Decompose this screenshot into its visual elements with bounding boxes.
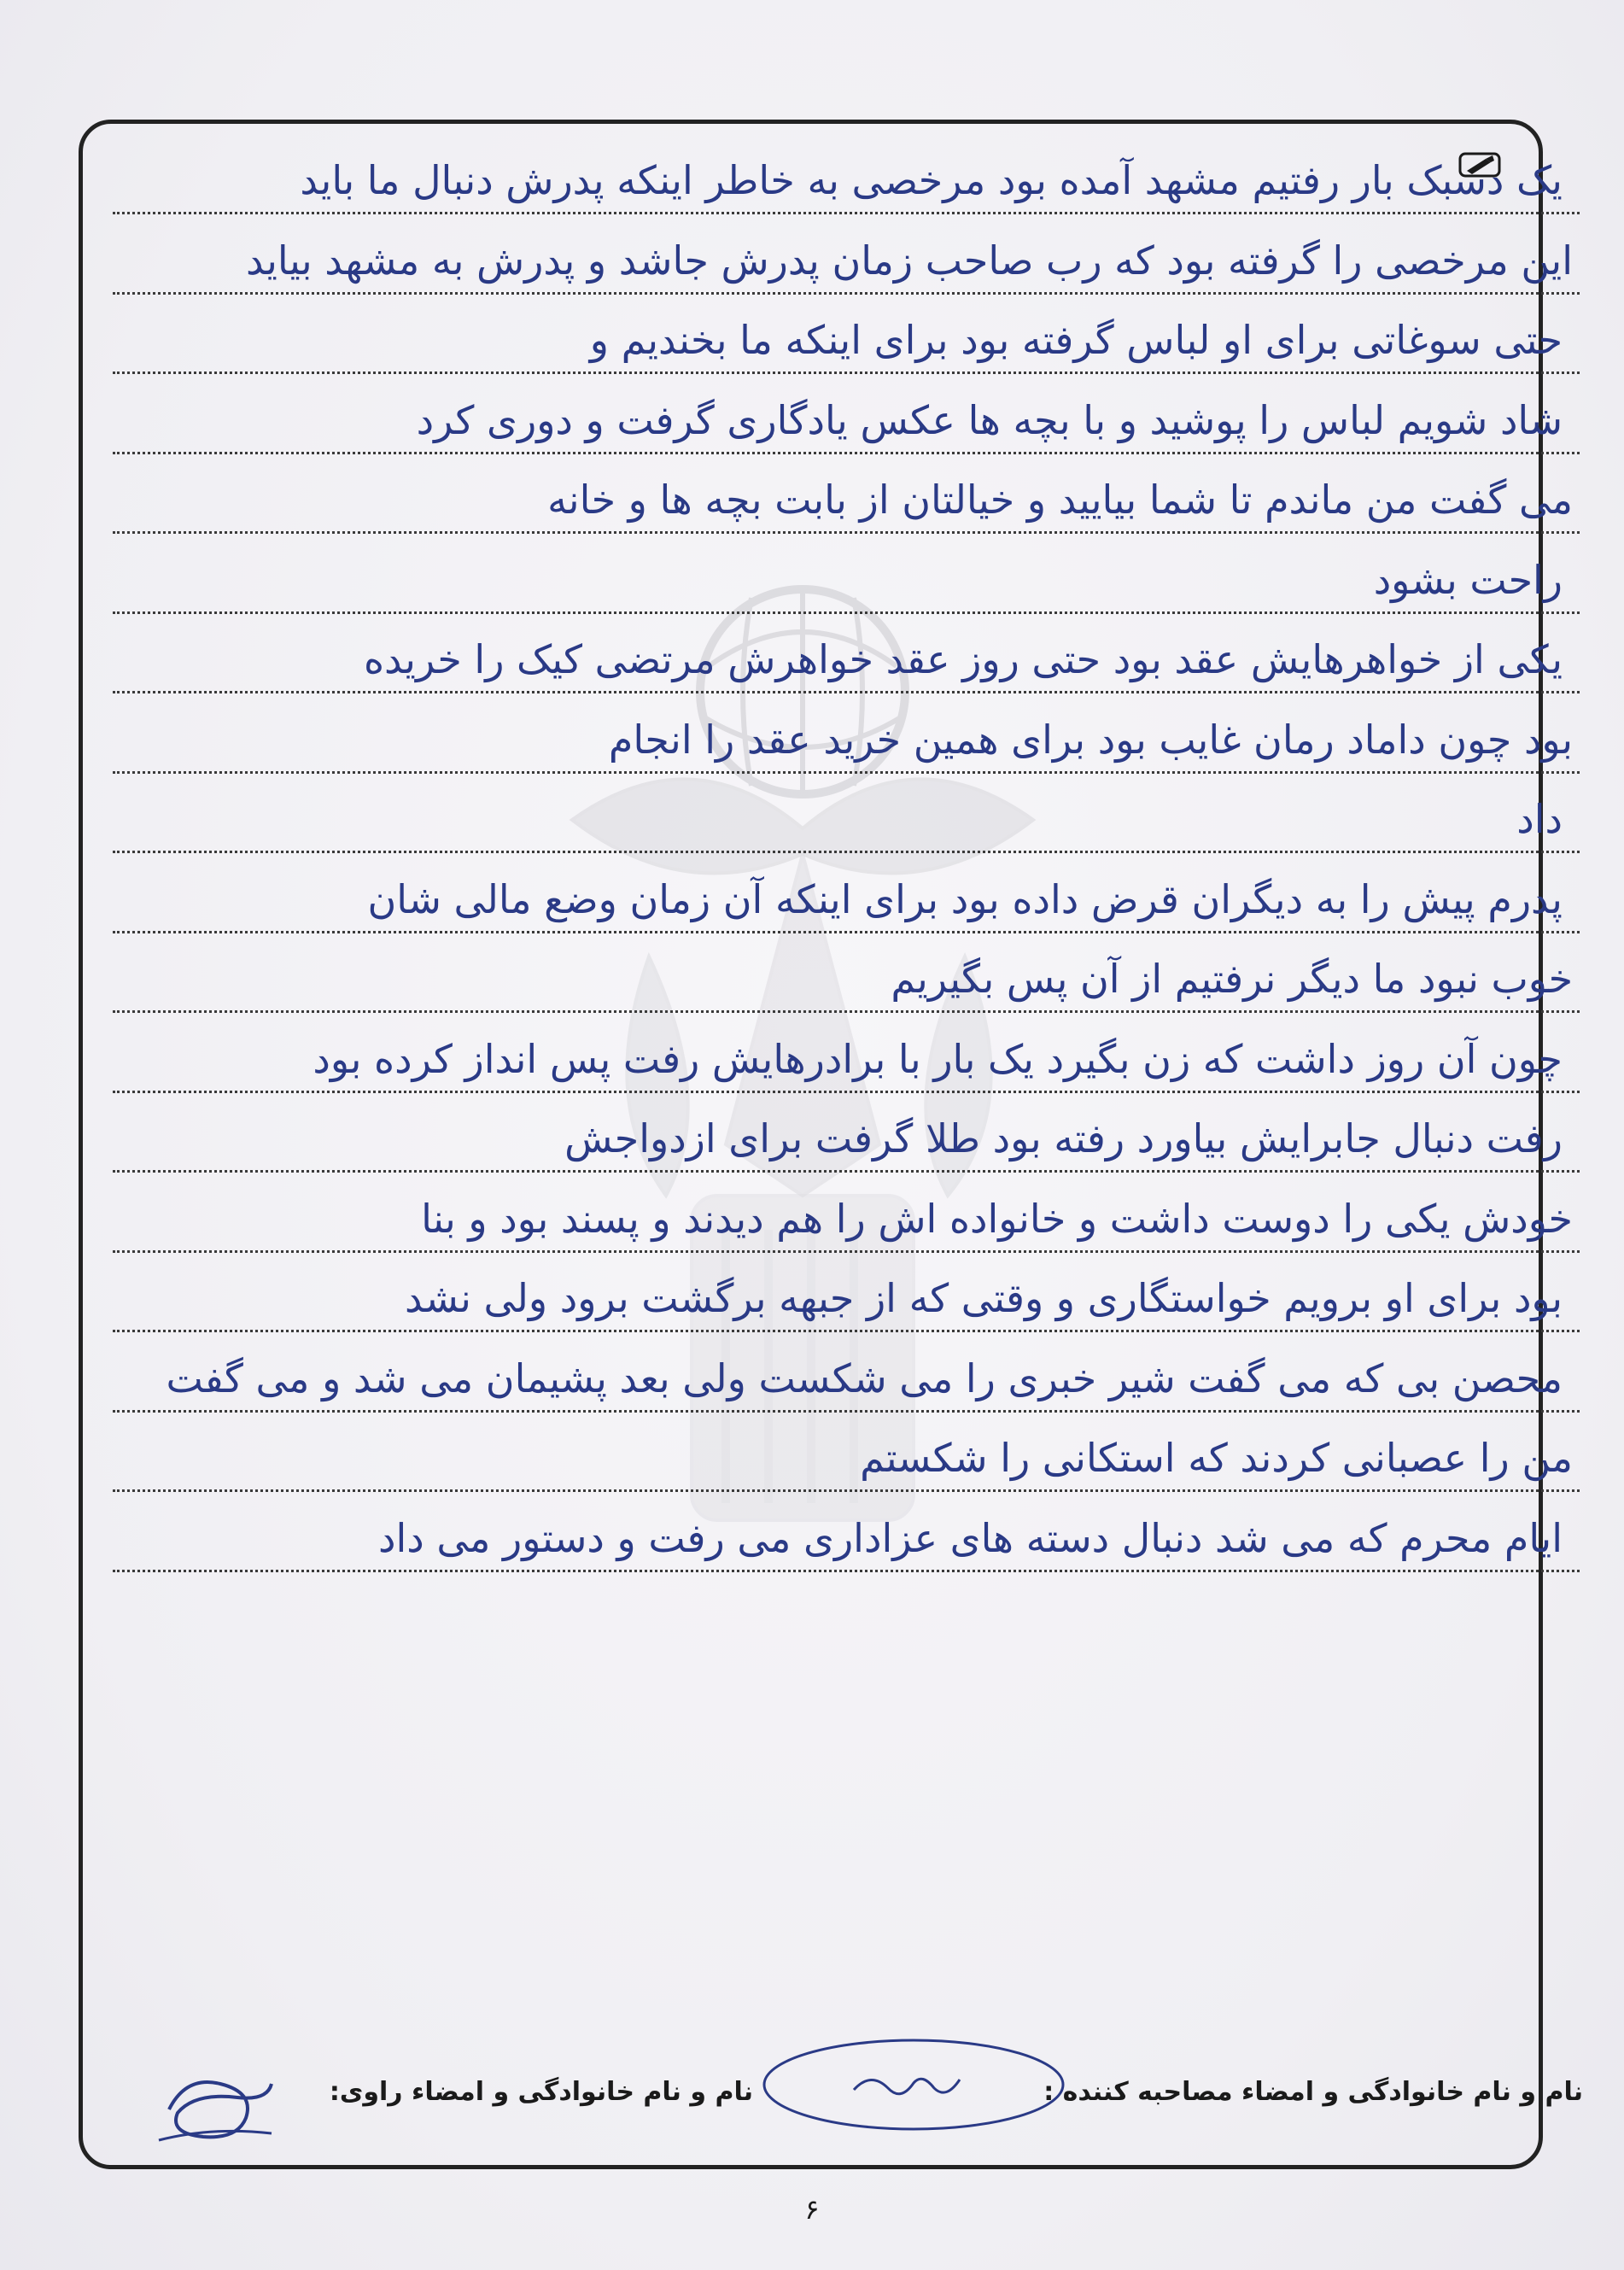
handwritten-line: حتی سوغاتی برای او لباس گرفته بود برای اینکه ما بخندیم و bbox=[589, 317, 1563, 363]
handwritten-line: پدرم پیش را به دیگران قرض داده بود برای اینکه آن زمان وضع مالی شان bbox=[367, 875, 1563, 922]
ruled-line bbox=[113, 1250, 1580, 1253]
ruled-line bbox=[113, 372, 1580, 374]
ruled-line bbox=[113, 1170, 1580, 1173]
handwritten-line: این مرخصی را گرفته بود که رب صاحب زمان پدرش جاشد و پدرش به مشهد بیاید bbox=[245, 237, 1573, 284]
page-number: ۶ bbox=[804, 2193, 820, 2226]
interviewer-signature-label: نام و نام خانوادگی و امضاء مصاحبه کننده : bbox=[1043, 2077, 1583, 2107]
handwritten-line: می گفت من ماندم تا شما بیایید و خیالتان از بابت بچه ها و خانه bbox=[547, 477, 1573, 523]
ruled-line bbox=[113, 931, 1580, 933]
ruled-line bbox=[113, 212, 1580, 214]
handwritten-line: محصن بی که می گفت شیر خبری را می شکست ولی بعد پشیمان می شد و می گفت bbox=[166, 1354, 1563, 1401]
ruled-line bbox=[113, 292, 1580, 295]
handwritten-line: چون آن روز داشت که زن بگیرد یک بار با برادرهایش رفت پس انداز کرده بود bbox=[313, 1035, 1563, 1082]
handwritten-line: رفت دنبال جابرایش بیاورد رفته بود طلا گرفت برای ازدواجش bbox=[564, 1115, 1563, 1161]
narrator-signature-label: نام و نام خانوادگی و امضاء راوی: bbox=[329, 2077, 753, 2107]
handwritten-line: راحت بشود bbox=[1373, 556, 1563, 603]
handwritten-line: شاد شویم لباس را پوشید و با بچه ها عکس یادگاری گرفت و دوری کرد bbox=[416, 396, 1563, 443]
handwritten-line: ایام محرم که می شد دنبال دسته های عزاداری می رفت و دستور می داد bbox=[378, 1514, 1563, 1561]
handwritten-line: من را عصبانی کردند که استکانی را شکستم bbox=[860, 1435, 1573, 1481]
narrator-signature bbox=[152, 2058, 280, 2152]
ruled-line bbox=[113, 452, 1580, 454]
handwritten-line: داد bbox=[1516, 796, 1563, 842]
handwritten-line: خوب نبود ما دیگر نرفتیم از آن پس بگیریم bbox=[891, 956, 1573, 1002]
ruled-line bbox=[113, 1330, 1580, 1332]
ruled-line bbox=[113, 531, 1580, 534]
handwritten-line: یکی از خواهرهایش عقد بود حتی روز عقد خواهرش مرتضی کیک را خریده bbox=[363, 636, 1563, 682]
ruled-line bbox=[113, 611, 1580, 614]
ruled-line bbox=[113, 851, 1580, 853]
interviewer-signature bbox=[751, 2028, 1076, 2139]
ruled-line bbox=[113, 1410, 1580, 1413]
ruled-line bbox=[113, 1010, 1580, 1013]
handwritten-line: یک دسبک بار رفتیم مشهد آمده بود مرخصی به خاطر اینکه پدرش دنبال ما باید bbox=[300, 157, 1563, 203]
ruled-line bbox=[113, 771, 1580, 774]
handwritten-line: بود چون داماد رمان غایب بود برای همین خرید عقد را انجام bbox=[608, 716, 1573, 763]
handwritten-line: بود برای او برویم خواستگاری و وقتی که از جبهه برگشت برود ولی نشد bbox=[404, 1275, 1563, 1321]
ruled-line bbox=[113, 691, 1580, 693]
ruled-line bbox=[113, 1489, 1580, 1492]
handwritten-line: خودش یکی را دوست داشت و خانواده اش را هم دیدند و پسند بود و بنا bbox=[421, 1195, 1573, 1242]
ruled-line bbox=[113, 1091, 1580, 1093]
ruled-line bbox=[113, 1570, 1580, 1572]
